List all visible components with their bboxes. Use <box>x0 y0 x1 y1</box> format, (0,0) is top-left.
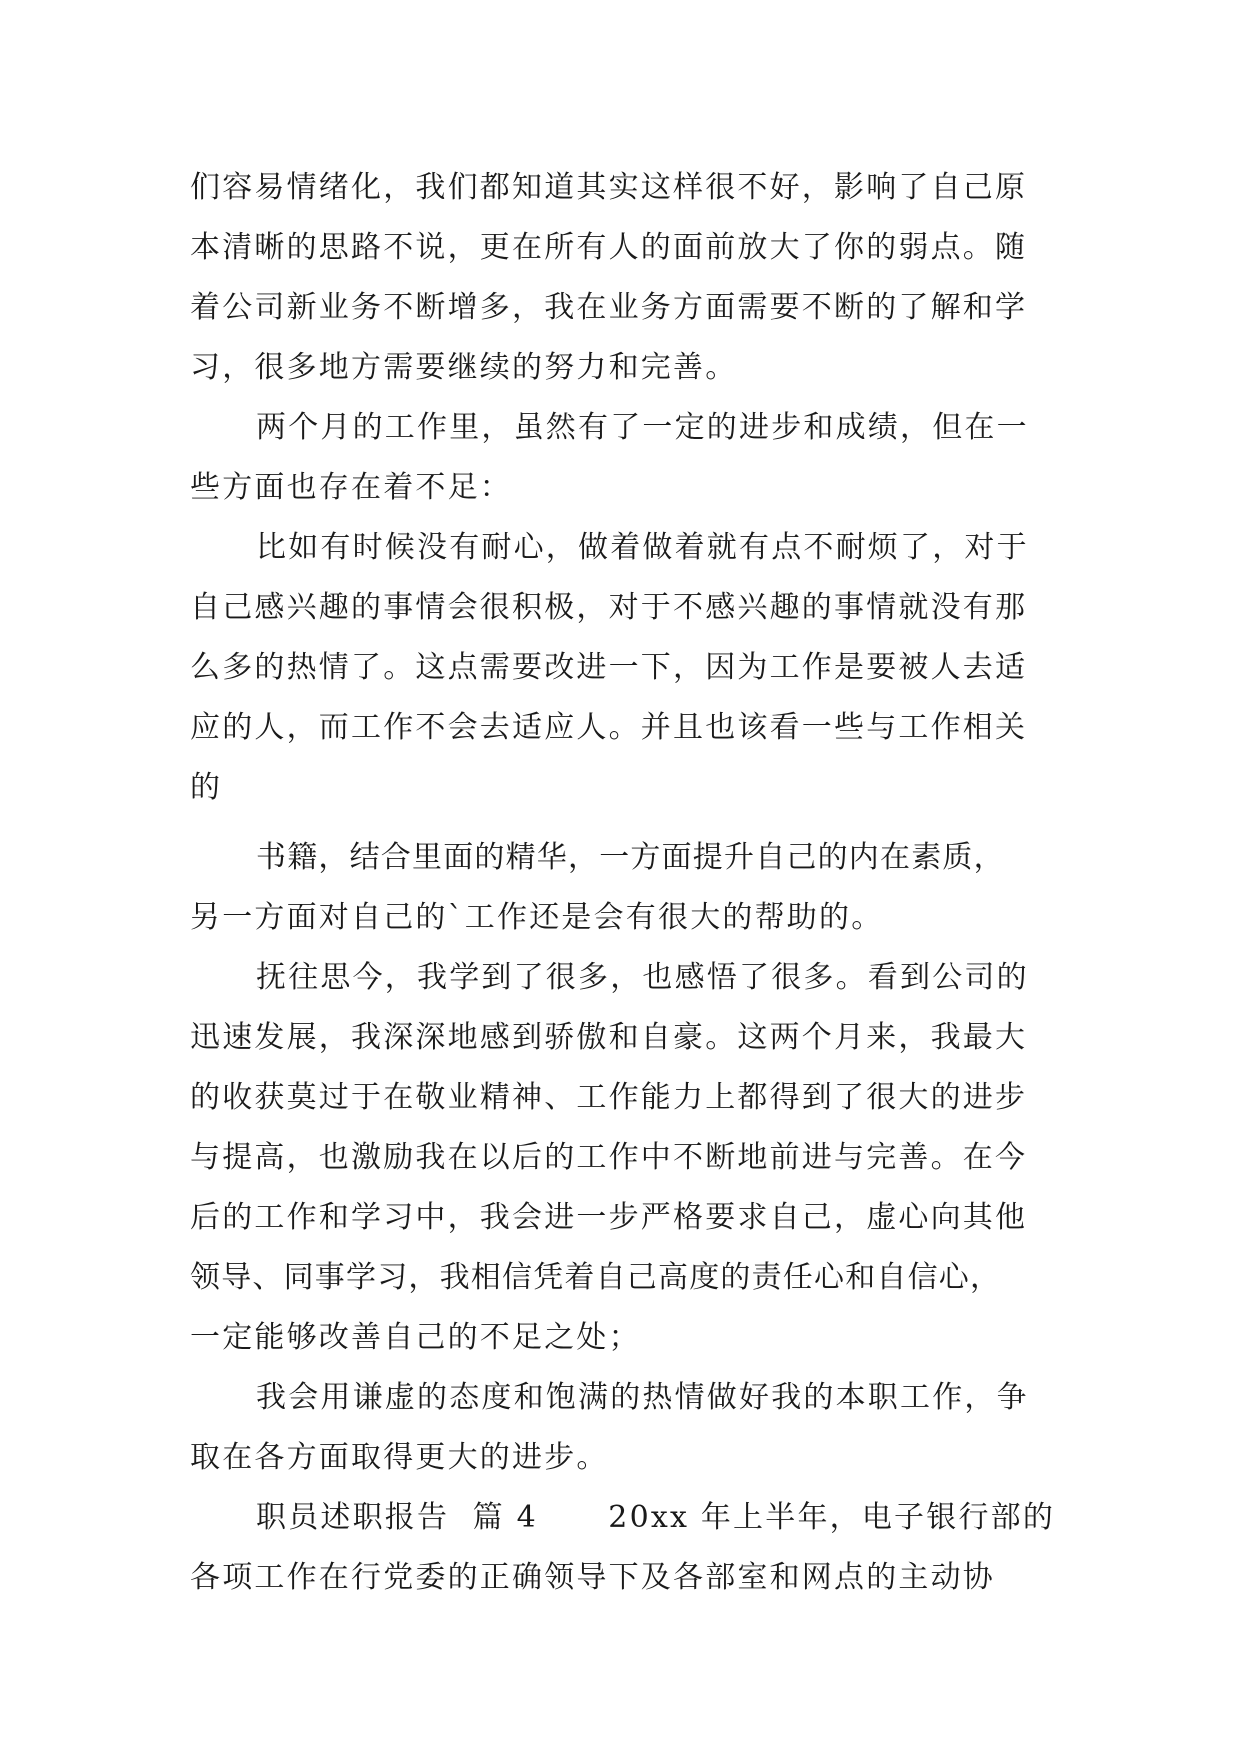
text-line: 领导、同事学习，我相信凭着自己高度的责任心和自信心， <box>190 1260 1002 1295</box>
text-line: 取在各方面取得更大的进步。 <box>190 1440 609 1475</box>
paragraph-gap <box>190 818 1060 828</box>
text-line: 另一方面对自己的`工作还是会有很大的帮助的。 <box>190 900 884 935</box>
section-heading-line: 职员述职报告 篇 4 20xx 年上半年，电子银行部的 <box>256 1500 1056 1535</box>
text-line: 后的工作和学习中，我会进一步严格要求自己，虚心向其他 <box>190 1200 1028 1235</box>
text-line: 些方面也存在着不足： <box>190 470 512 505</box>
document-body <box>190 158 1060 1608</box>
paragraph-first-line: 书籍，结合里面的精华，一方面提升自己的内在素质， <box>256 840 1005 875</box>
text-line: 与提高，也激励我在以后的工作中不断地前进与完善。在今 <box>190 1140 1028 1175</box>
text-line: 的 <box>190 770 223 805</box>
text-line: 们容易情绪化，我们都知道其实这样很不好，影响了自己原 <box>190 170 1028 205</box>
text-line: 着公司新业务不断增多，我在业务方面需要不断的了解和学 <box>190 290 1028 325</box>
paragraph-first-line: 我会用谦虚的态度和饱满的热情做好我的本职工作，争 <box>256 1380 1029 1415</box>
paragraph-first-line: 两个月的工作里，虽然有了一定的进步和成绩，但在一 <box>256 410 1029 445</box>
text-line: 应的人，而工作不会去适应人。并且也该看一些与工作相关 <box>190 710 1028 745</box>
text-line: 的收获莫过于在敬业精神、工作能力上都得到了很大的进步 <box>190 1080 1028 1115</box>
text-line: 自己感兴趣的事情会很积极，对于不感兴趣的事情就没有那 <box>190 590 1028 625</box>
text-line: 本清晰的思路不说，更在所有人的面前放大了你的弱点。随 <box>190 230 1028 265</box>
paragraph-first-line: 抚往思今，我学到了很多，也感悟了很多。看到公司的 <box>256 960 1029 995</box>
text-line: 么多的热情了。这点需要改进一下，因为工作是要被人去适 <box>190 650 1028 685</box>
text-line: 习，很多地方需要继续的努力和完善。 <box>190 350 738 385</box>
text-line: 各项工作在行党委的正确领导下及各部室和网点的主动协 <box>190 1560 995 1595</box>
paragraph-first-line: 比如有时候没有耐心，做着做着就有点不耐烦了，对于 <box>256 530 1029 565</box>
text-line: 迅速发展，我深深地感到骄傲和自豪。这两个月来，我最大 <box>190 1020 1028 1055</box>
text-line: 一定能够改善自己的不足之处； <box>190 1320 641 1355</box>
